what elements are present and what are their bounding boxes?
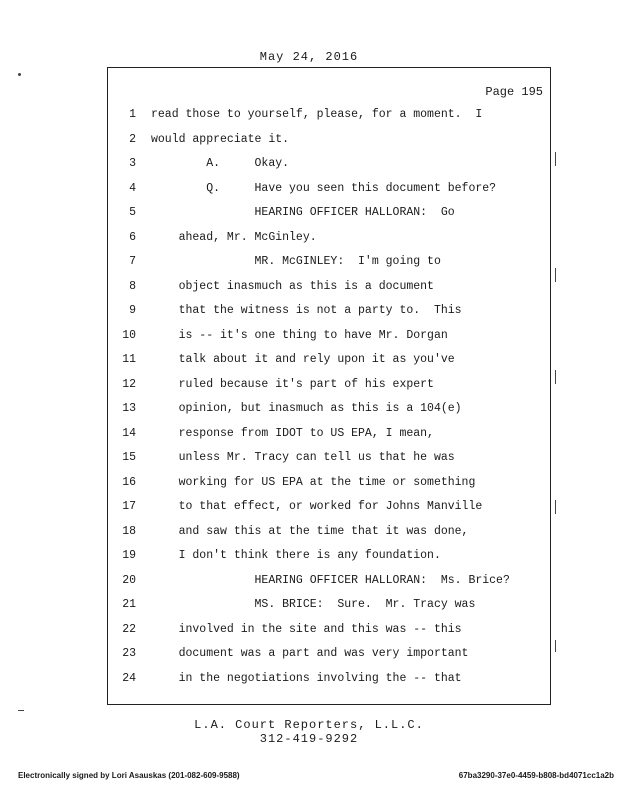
line-text: to that effect, or worked for Johns Manville [151,500,483,513]
line-number: 1 [129,108,136,121]
scan-mark [18,710,24,711]
scan-mark [555,500,556,514]
line-text: HEARING OFFICER HALLORAN: Ms. Brice? [151,573,510,587]
line-text: and saw this at the time that it was done, [151,524,469,538]
line-text: in the negotiations involving the -- that [151,671,462,685]
line-text: is -- it's one thing to have Mr. Dorgan [151,328,448,342]
line-number: 4 [129,181,136,195]
line-number: 17 [122,500,136,513]
line-text: talk about it and rely upon it as you've [151,353,455,366]
line-text: response from IDOT to US EPA, I mean, [151,426,434,440]
line-number: 16 [122,475,136,489]
line-number: 7 [129,255,136,268]
document-id: 67ba3290-37e0-4459-b808-bd4071cc1a2b [458,771,614,780]
scan-mark [555,640,556,652]
line-text: I don't think there is any foundation. [151,549,441,562]
line-text: object inasmuch as this is a document [151,279,434,293]
line-number: 5 [129,206,136,219]
line-text: HEARING OFFICER HALLORAN: Go [151,206,455,219]
line-text: MR. McGINLEY: I'm going to [151,255,441,268]
line-text: involved in the site and this was -- this [151,622,462,636]
line-text: MS. BRICE: Sure. Mr. Tracy was [151,598,476,611]
line-number: 22 [122,622,136,636]
line-text: unless Mr. Tracy can tell us that he was [151,451,455,464]
line-text: opinion, but inasmuch as this is a 104(e) [151,402,462,415]
line-text: that the witness is not a party to. This [151,304,462,317]
line-text: ruled because it's part of his expert [151,377,434,391]
line-number: 24 [122,671,136,685]
line-number: 14 [122,426,136,440]
scan-mark [555,268,556,282]
line-number: 13 [122,402,136,415]
line-text: would appreciate it. [151,132,290,146]
scan-mark [555,152,556,166]
line-text: Q. Have you seen this document before? [151,181,497,195]
line-number: 23 [122,647,136,660]
line-number: 8 [129,279,136,293]
line-number: 6 [129,230,136,244]
scan-mark [18,73,21,76]
line-number: 18 [122,524,136,538]
line-text: read those to yourself, please, for a moment. I [151,108,483,121]
line-text: A. Okay. [151,157,290,170]
line-number: 11 [122,353,136,366]
line-number: 9 [129,304,136,317]
line-text: document was a part and was very important [151,647,469,660]
line-text: working for US EPA at the time or something [151,475,476,489]
line-number: 10 [122,328,136,342]
line-number: 3 [129,157,136,170]
line-text: ahead, Mr. McGinley. [151,230,317,244]
line-number: 20 [122,573,136,587]
court-reporter-name: L.A. Court Reporters, L.L.C. [194,718,424,732]
transcript-page [107,67,551,705]
transcript-date: May 24, 2016 [259,50,359,64]
line-number: 12 [122,377,136,391]
scan-mark [555,370,556,384]
page-number: Page 195 [485,85,543,99]
line-number: 19 [122,549,136,562]
court-reporter-phone: 312-419-9292 [259,732,359,746]
line-number: 2 [129,132,136,146]
electronic-signature: Electronically signed by Lori Asauskas (201-082-609-9588) [18,771,240,780]
line-number: 15 [122,451,136,464]
line-number: 21 [122,598,136,611]
